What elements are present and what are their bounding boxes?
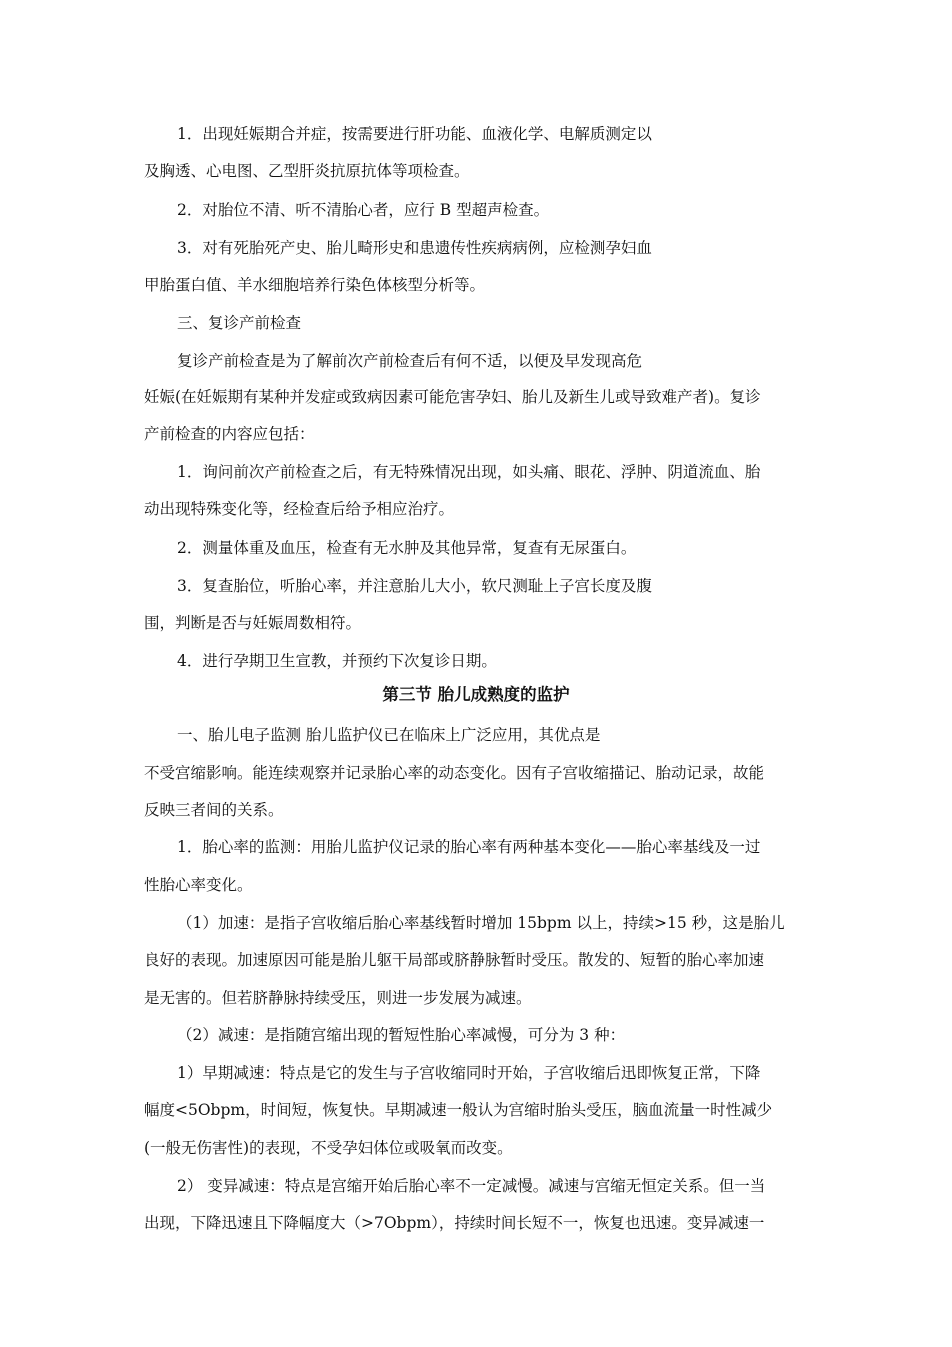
paragraph-line: 1．询问前次产前检查之后，有无特殊情况出现，如头痛、眼花、浮肿、阴道流血、胎	[177, 463, 761, 481]
paragraph-line: 2） 变异减速：特点是宫缩开始后胎心率不一定减慢。减速与宫缩无恒定关系。但一当	[177, 1177, 766, 1195]
paragraph-line: 3．对有死胎死产史、胎儿畸形史和患遗传性疾病病例，应检测孕妇血	[177, 239, 652, 257]
paragraph-line: 妊娠(在妊娠期有某种并发症或致病因素可能危害孕妇、胎儿及新生儿或导致难产者)。复诊	[144, 388, 761, 406]
paragraph-line: 甲胎蛋白值、羊水细胞培养行染色体核型分析等。	[144, 276, 486, 294]
paragraph-line: 4．进行孕期卫生宣教，并预约下次复诊日期。	[177, 652, 497, 670]
paragraph-line: 1．出现妊娠期合并症，按需要进行肝功能、血液化学、电解质测定以	[177, 125, 652, 143]
paragraph-line: 及胸透、心电图、乙型肝炎抗原抗体等项检查。	[144, 162, 470, 180]
paragraph-line: 出现，下降迅速且下降幅度大（>7Obpm），持续时间长短不一，恢复也迅速。变异减速一	[144, 1214, 765, 1232]
paragraph-line: 1）早期减速：特点是它的发生与子宫收缩同时开始，子宫收缩后迅即恢复正常，下降	[177, 1064, 761, 1082]
paragraph-line: 围，判断是否与妊娠周数相符。	[144, 614, 362, 632]
paragraph-line: 2．测量体重及血压，检查有无水肿及其他异常，复查有无尿蛋白。	[177, 539, 637, 557]
paragraph-line: 反映三者间的关系。	[144, 801, 284, 819]
paragraph-line: （2）减速：是指随宫缩出现的暂短性胎心率减慢，可分为 3 种：	[177, 1026, 626, 1044]
paragraph-line: 1．胎心率的监测：用胎儿监护仪记录的胎心率有两种基本变化——胎心率基线及一过	[177, 838, 761, 856]
paragraph-line: 幅度<5Obpm，时间短，恢复快。早期减速一般认为宫缩时胎头受压，脑血流量一时性减少	[144, 1101, 773, 1119]
paragraph-line: 复诊产前检查是为了解前次产前检查后有何不适，以便及早发现高危	[177, 352, 643, 370]
paragraph-line: 不受宫缩影响。能连续观察并记录胎心率的动态变化。因有子宫收缩描记、胎动记录，故能	[144, 764, 765, 782]
paragraph-line: 2．对胎位不清、听不清胎心者，应行 B 型超声检查。	[177, 201, 550, 219]
paragraph-line: 一、胎儿电子监测 胎儿监护仪已在临床上广泛应用，其优点是	[177, 726, 601, 744]
paragraph-line: （1）加速：是指子宫收缩后胎心率基线暂时增加 15bpm 以上，持续>15 秒，这是胎儿	[177, 914, 785, 932]
paragraph-line: 产前检查的内容应包括：	[144, 425, 315, 443]
section-title: 第三节 胎儿成熟度的监护	[382, 685, 570, 704]
section-heading: 三、复诊产前检查	[177, 314, 302, 332]
paragraph-line: 性胎心率变化。	[144, 876, 253, 894]
paragraph-line: 是无害的。但若脐静脉持续受压，则进一步发展为减速。	[144, 989, 532, 1007]
paragraph-line: 动出现特殊变化等，经检查后给予相应治疗。	[144, 500, 455, 518]
paragraph-line: 良好的表现。加速原因可能是胎儿躯干局部或脐静脉暂时受压。散发的、短暂的胎心率加速	[144, 951, 765, 969]
paragraph-line: 3．复查胎位，听胎心率，并注意胎儿大小，软尺测耻上子宫长度及腹	[177, 577, 652, 595]
paragraph-line: (一般无伤害性)的表现，不受孕妇体位或吸氧而改变。	[144, 1139, 513, 1157]
